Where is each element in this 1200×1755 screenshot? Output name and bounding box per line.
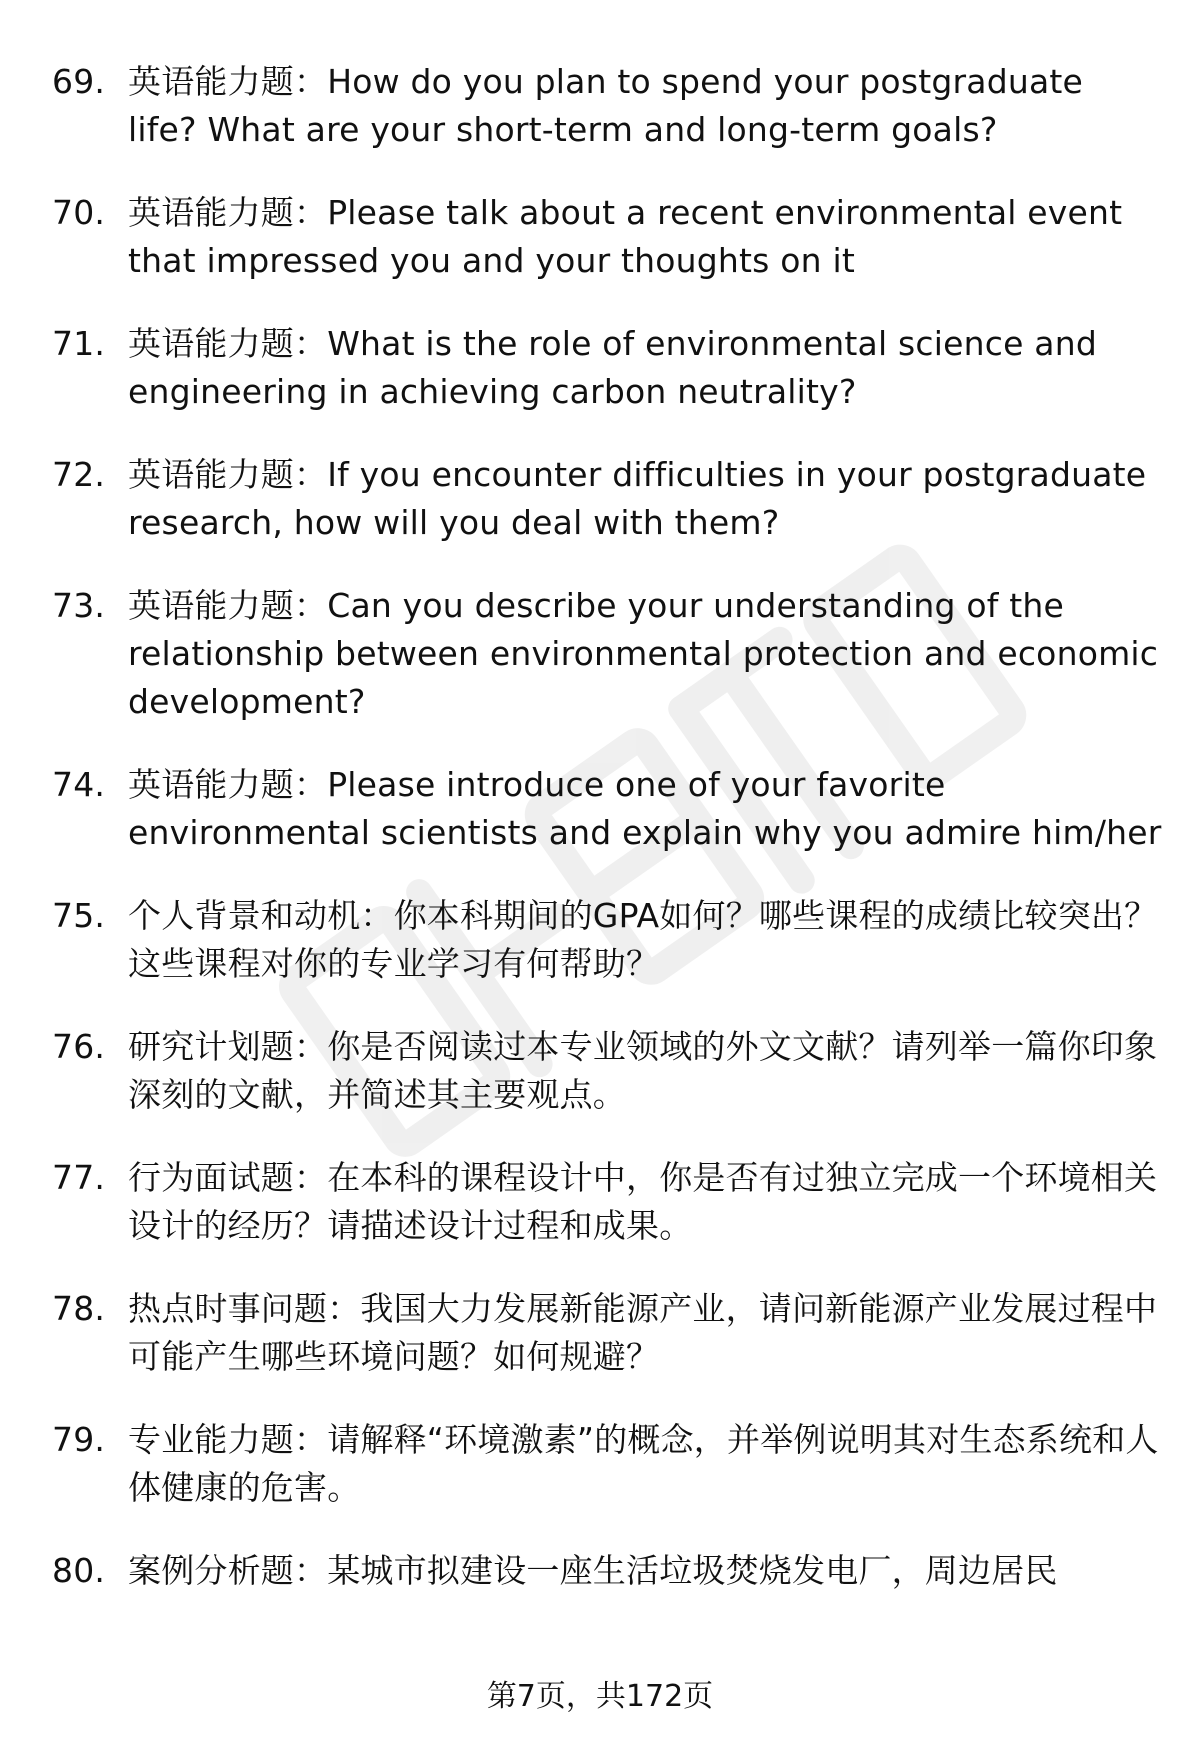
- question-item: [52, 761, 1162, 857]
- question-item: [52, 1285, 1162, 1381]
- question-text: 英语能力题：Can you describe your understanding of the relationship between environmental protection and economic development?: [128, 586, 1159, 721]
- question-text: 英语能力题：How do you plan to spend your postgraduate life? What are your short-term and long-term goals?: [128, 62, 1084, 149]
- question-number: 79.: [52, 1420, 106, 1459]
- question-item: [52, 451, 1162, 547]
- question-item: [52, 320, 1162, 416]
- question-item: [52, 1154, 1162, 1250]
- question-number: 72.: [52, 455, 106, 494]
- question-text: 英语能力题：What is the role of environmental science and engineering in achieving carbon neutrality?: [128, 324, 1097, 411]
- question-item: [52, 582, 1162, 726]
- question-text: 热点时事问题：我国大力发展新能源产业，请问新能源产业发展过程中可能产生哪些环境问题？如何规避？: [128, 1289, 1158, 1376]
- question-number: 71.: [52, 324, 106, 363]
- question-item: [52, 1416, 1162, 1512]
- question-text: 英语能力题：If you encounter difficulties in your postgraduate research, how will you deal with them?: [128, 455, 1147, 542]
- question-number: 74.: [52, 765, 106, 804]
- question-item: [52, 1547, 1162, 1595]
- question-number: 75.: [52, 896, 106, 935]
- question-list: [52, 58, 1162, 1630]
- question-item: [52, 189, 1162, 285]
- question-item: [52, 892, 1162, 988]
- question-number: 76.: [52, 1027, 106, 1066]
- question-text: 英语能力题：Please talk about a recent environmental event that impressed you and your thoughts on it: [128, 193, 1123, 280]
- question-text: 个人背景和动机：你本科期间的GPA如何？哪些课程的成绩比较突出？这些课程对你的专业学习有何帮助？: [128, 896, 1158, 983]
- question-text: 行为面试题：在本科的课程设计中，你是否有过独立完成一个环境相关设计的经历？请描述设计过程和成果。: [128, 1158, 1158, 1245]
- question-number: 77.: [52, 1158, 106, 1197]
- question-number: 73.: [52, 586, 106, 625]
- question-number: 70.: [52, 193, 106, 232]
- question-number: 78.: [52, 1289, 106, 1328]
- question-text: 案例分析题：某城市拟建设一座生活垃圾焚烧发电厂，周边居民: [128, 1551, 1058, 1590]
- question-item: [52, 1023, 1162, 1119]
- question-text: 英语能力题：Please introduce one of your favorite environmental scientists and explain why you admire him/her: [128, 765, 1162, 852]
- question-item: [52, 58, 1162, 154]
- question-number: 80.: [52, 1551, 106, 1590]
- question-text: 研究计划题：你是否阅读过本专业领域的外文文献？请列举一篇你印象深刻的文献，并简述其主要观点。: [128, 1027, 1158, 1114]
- question-number: 69.: [52, 62, 106, 101]
- question-text: 专业能力题：请解释“环境激素”的概念，并举例说明其对生态系统和人体健康的危害。: [128, 1420, 1159, 1507]
- page-indicator: 第7页，共172页: [486, 1679, 714, 1714]
